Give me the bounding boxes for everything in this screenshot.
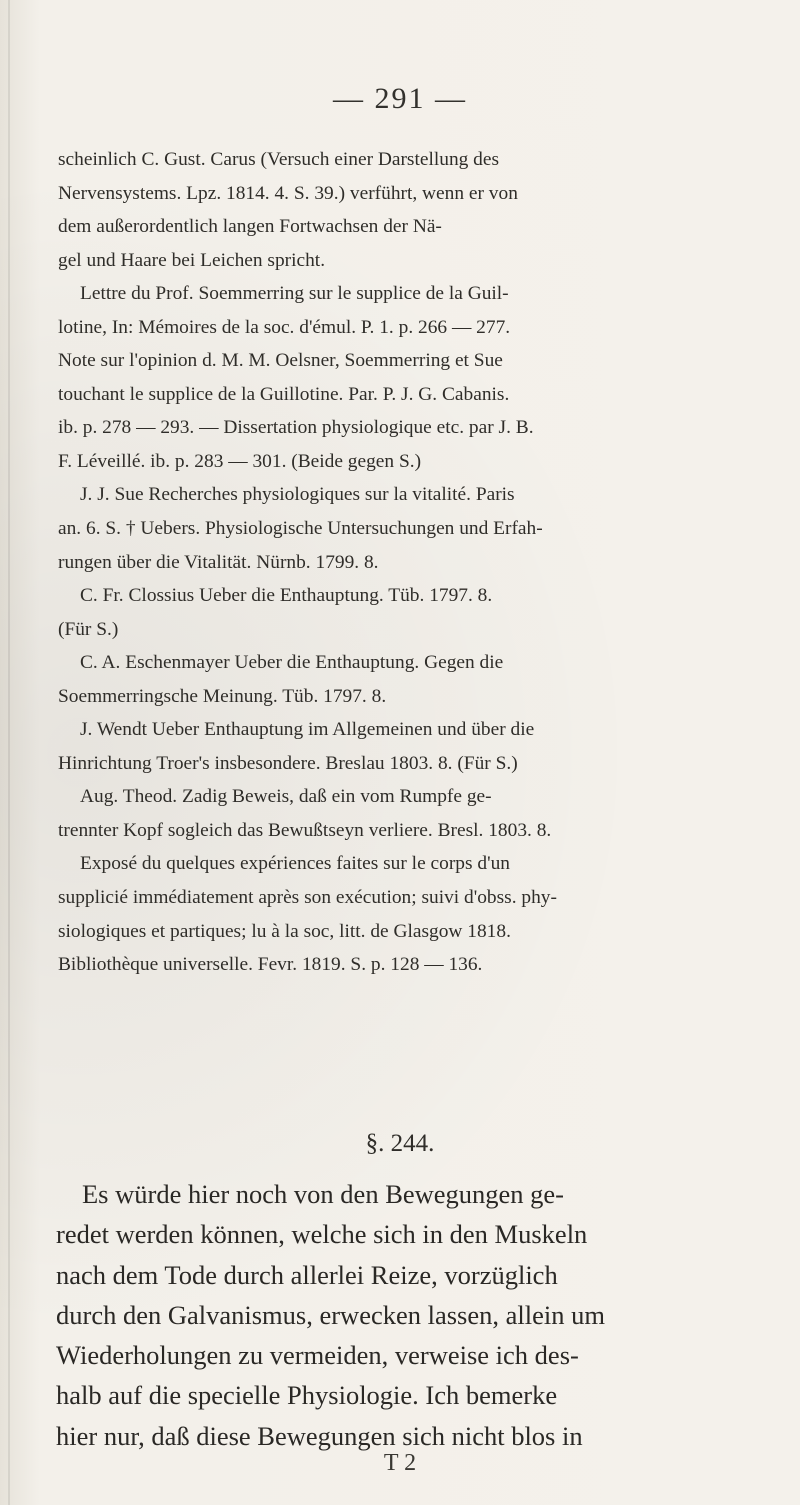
reference-line: J. Wendt Ueber Enthauptung im Allgemeinen und über die	[80, 719, 535, 741]
reference-line: dem außerordentlich langen Fortwachsen der Nä-	[58, 216, 442, 238]
reference-line: an. 6. S. † Uebers. Physiologische Untersuchungen und Erfah-	[58, 518, 543, 540]
signature-mark: T 2	[383, 1450, 417, 1476]
reference-line: scheinlich C. Gust. Carus (Versuch einer Darstellung des	[58, 149, 500, 170]
reference-line: (Für S.)	[58, 618, 119, 640]
reference-line: supplicié immédiatement après son exécution; suivi d'obss. phy-	[58, 887, 557, 909]
reference-line: gel und Haare bei Leichen spricht.	[58, 249, 326, 271]
body-text	[56, 1174, 766, 1456]
reference-line: Nervensystems. Lpz. 1814. 4. S. 39.) verführt, wenn er von	[58, 182, 518, 204]
paragraph-line: Es würde hier noch von den Bewegungen ge-	[82, 1179, 565, 1209]
reference-line: ib. p. 278 — 293. — Dissertation physiologique etc. par J. B.	[58, 417, 534, 439]
references-block	[58, 143, 763, 982]
reference-line: siologiques et partiques; lu à la soc, litt. de Glasgow 1818.	[58, 920, 511, 942]
reference-line: C. Fr. Clossius Ueber die Enthauptung. Tüb. 1797. 8.	[80, 585, 493, 607]
paragraph-line: durch den Galvanismus, erwecken lassen, allein um	[56, 1299, 605, 1330]
reference-line: F. Léveillé. ib. p. 283 — 301. (Beide gegen S.)	[58, 450, 422, 472]
reference-line: Note sur l'opinion d. M. M. Oelsner, Soemmerring et Sue	[58, 350, 503, 372]
paragraph-line: nach dem Tode durch allerlei Reize, vorzüglich	[56, 1259, 558, 1290]
reference-line: Soemmerringsche Meinung. Tüb. 1797. 8.	[58, 685, 387, 707]
paragraph-line: halb auf die specielle Physiologie. Ich bemerke	[56, 1380, 558, 1411]
reference-line: trennter Kopf sogleich das Bewußtseyn verliere. Bresl. 1803. 8.	[58, 819, 552, 841]
reference-line: Hinrichtung Troer's insbesondere. Breslau 1803. 8. (Für S.)	[58, 752, 518, 774]
reference-line: Aug. Theod. Zadig Beweis, daß ein vom Rumpfe ge-	[80, 786, 492, 808]
reference-line: Bibliothèque universelle. Fevr. 1819. S. p. 128 — 136.	[58, 954, 483, 976]
section-heading: §. 244.	[365, 1130, 435, 1157]
paragraph-line: redet werden können, welche sich in den Muskeln	[56, 1219, 588, 1250]
reference-line: Exposé du quelques expériences faites sur le corps d'un	[80, 853, 510, 875]
reference-line: Lettre du Prof. Soemmerring sur le supplice de la Guil-	[80, 283, 509, 305]
paragraph-line: Wiederholungen zu vermeiden, verweise ich des-	[56, 1340, 579, 1371]
reference-line: rungen über die Vitalität. Nürnb. 1799. 8.	[58, 551, 379, 573]
paragraph-line: hier nur, daß diese Bewegungen sich nicht blos in	[56, 1420, 583, 1451]
reference-line: lotine, In: Mémoires de la soc. d'émul. P. 1. p. 266 — 277.	[58, 316, 511, 338]
reference-line: touchant le supplice de la Guillotine. Par. P. J. G. Cabanis.	[58, 383, 510, 405]
page-number: — 291 —	[333, 82, 467, 115]
page-gutter	[8, 0, 10, 1505]
reference-line: C. A. Eschenmayer Ueber die Enthauptung. Gegen die	[80, 652, 504, 674]
reference-line: J. J. Sue Recherches physiologiques sur la vitalité. Paris	[80, 484, 515, 506]
